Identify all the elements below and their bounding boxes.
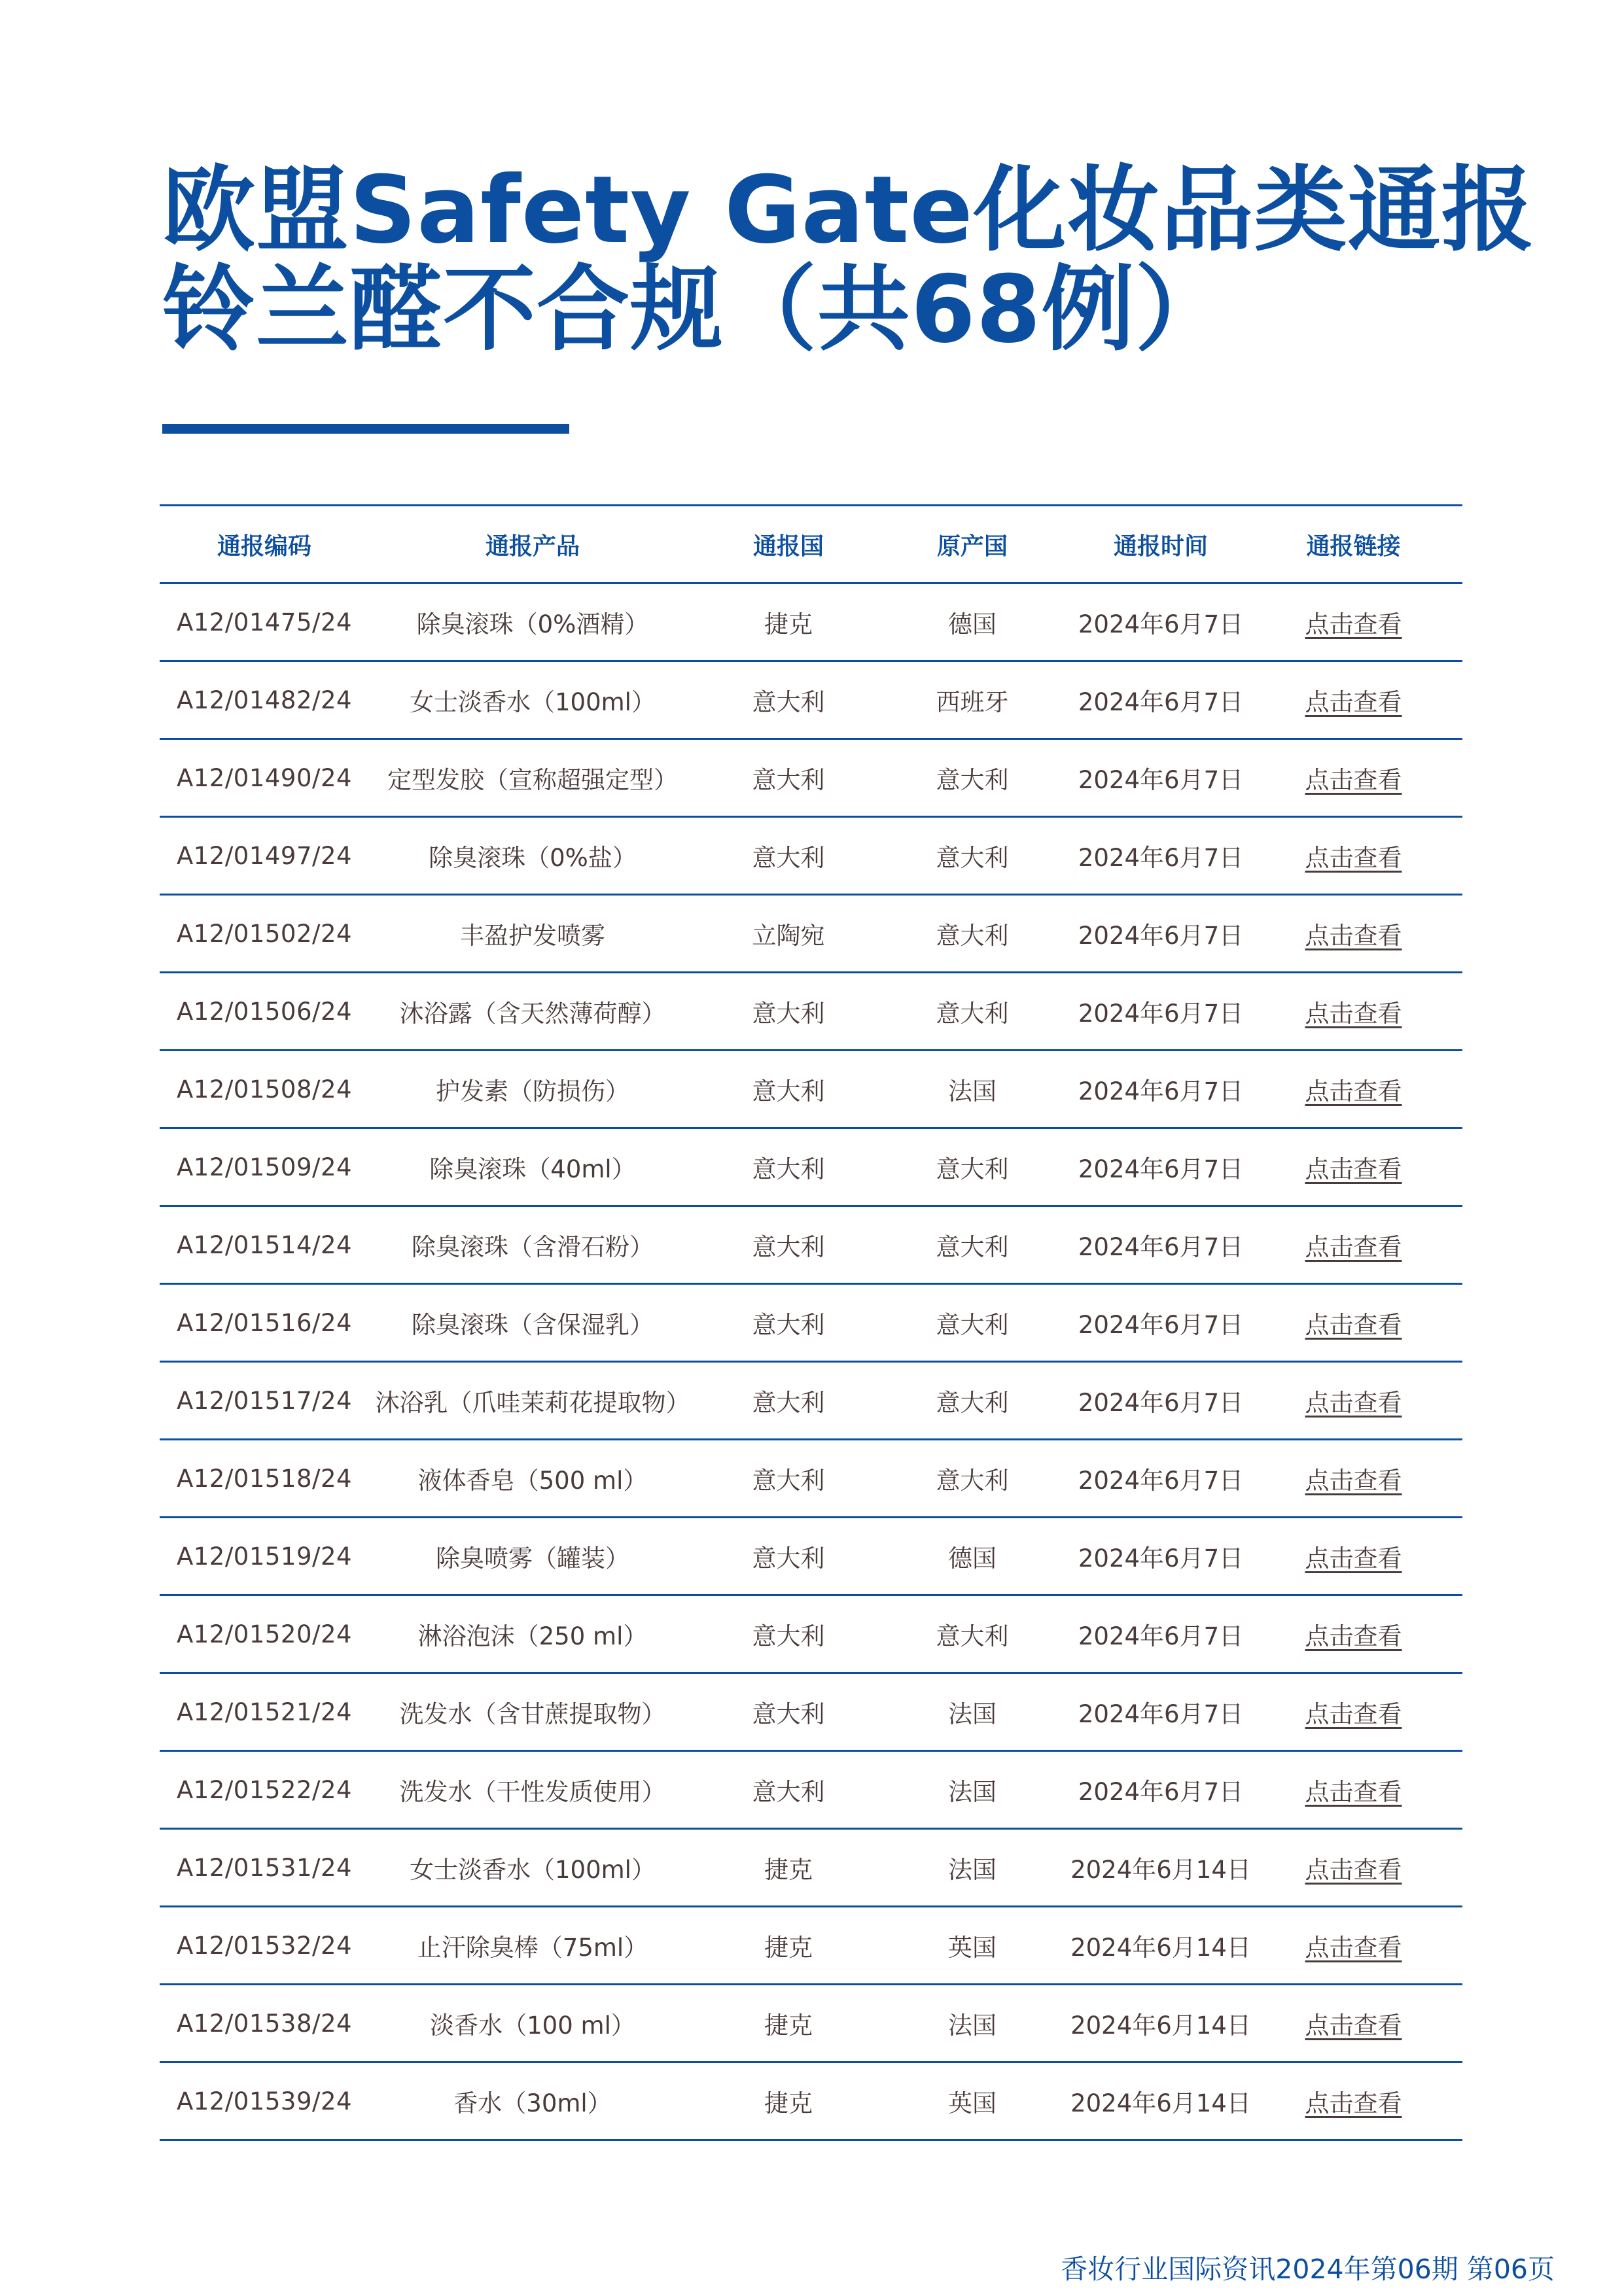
view-link[interactable]: 点击查看 [1258, 739, 1449, 817]
row-spacer [1449, 661, 1462, 739]
cell-origin: 德国 [881, 583, 1064, 661]
row-spacer [1449, 583, 1462, 661]
table-row [160, 1362, 1462, 1440]
column-header-product: 通报产品 [369, 506, 696, 583]
cell-code: A12/01519/24 [160, 1518, 369, 1595]
view-link[interactable]: 点击查看 [1258, 895, 1449, 973]
cell-notifier: 捷克 [696, 1907, 881, 1985]
cell-product: 香水（30ml） [369, 2062, 696, 2140]
view-link[interactable]: 点击查看 [1258, 1595, 1449, 1673]
table-row [160, 1673, 1462, 1751]
cell-date: 2024年6月14日 [1064, 2062, 1258, 2140]
cell-product: 液体香皂（500 ml） [369, 1440, 696, 1518]
cell-notifier: 意大利 [696, 1518, 881, 1595]
cell-product: 定型发胶（宣称超强定型） [369, 739, 696, 817]
cell-notifier: 捷克 [696, 2062, 881, 2140]
cell-origin: 意大利 [881, 1362, 1064, 1440]
cell-notifier: 意大利 [696, 661, 881, 739]
cell-code: A12/01517/24 [160, 1362, 369, 1440]
cell-origin: 法国 [881, 1985, 1064, 2062]
cell-code: A12/01532/24 [160, 1907, 369, 1985]
view-link[interactable]: 点击查看 [1258, 1673, 1449, 1751]
table-row [160, 973, 1462, 1051]
cell-date: 2024年6月7日 [1064, 1673, 1258, 1751]
column-header-notifier: 通报国 [696, 506, 881, 583]
view-link[interactable]: 点击查看 [1258, 1907, 1449, 1985]
cell-product: 除臭滚珠（含滑石粉） [369, 1206, 696, 1284]
cell-code: A12/01522/24 [160, 1751, 369, 1829]
column-header-link: 通报链接 [1258, 506, 1449, 583]
cell-code: A12/01520/24 [160, 1595, 369, 1673]
view-link[interactable]: 点击查看 [1258, 1284, 1449, 1362]
cell-notifier: 捷克 [696, 1985, 881, 2062]
cell-product: 女士淡香水（100ml） [369, 661, 696, 739]
page-title-line-1: 欧盟Safety Gate化妆品类通报 [162, 156, 1535, 264]
cell-date: 2024年6月7日 [1064, 817, 1258, 895]
cell-product: 护发素（防损伤） [369, 1051, 696, 1128]
table-row [160, 1440, 1462, 1518]
cell-origin: 意大利 [881, 1595, 1064, 1673]
cell-product: 丰盈护发喷雾 [369, 895, 696, 973]
cell-origin: 意大利 [881, 817, 1064, 895]
row-spacer [1449, 1440, 1462, 1518]
cell-origin: 意大利 [881, 1284, 1064, 1362]
view-link[interactable]: 点击查看 [1258, 661, 1449, 739]
cell-date: 2024年6月7日 [1064, 1751, 1258, 1829]
cell-notifier: 捷克 [696, 583, 881, 661]
cell-notifier: 意大利 [696, 1206, 881, 1284]
cell-product: 淋浴泡沫（250 ml） [369, 1595, 696, 1673]
cell-date: 2024年6月7日 [1064, 1128, 1258, 1206]
table-row [160, 1595, 1462, 1673]
cell-origin: 法国 [881, 1051, 1064, 1128]
table-row [160, 2062, 1462, 2140]
view-link[interactable]: 点击查看 [1258, 1985, 1449, 2062]
cell-product: 除臭滚珠（40ml） [369, 1128, 696, 1206]
cell-code: A12/01475/24 [160, 583, 369, 661]
cell-origin: 意大利 [881, 973, 1064, 1051]
cell-origin: 意大利 [881, 1128, 1064, 1206]
cell-origin: 意大利 [881, 1440, 1064, 1518]
cell-notifier: 意大利 [696, 817, 881, 895]
cell-date: 2024年6月7日 [1064, 895, 1258, 973]
row-spacer [1449, 1362, 1462, 1440]
cell-date: 2024年6月7日 [1064, 739, 1258, 817]
cell-date: 2024年6月7日 [1064, 1206, 1258, 1284]
cell-origin: 法国 [881, 1673, 1064, 1751]
row-spacer [1449, 1907, 1462, 1985]
view-link[interactable]: 点击查看 [1258, 1128, 1449, 1206]
table-row [160, 661, 1462, 739]
view-link[interactable]: 点击查看 [1258, 1440, 1449, 1518]
row-spacer [1449, 1128, 1462, 1206]
cell-notifier: 意大利 [696, 1440, 881, 1518]
table-row [160, 1206, 1462, 1284]
table-row [160, 817, 1462, 895]
column-header-origin: 原产国 [881, 506, 1064, 583]
cell-date: 2024年6月14日 [1064, 1985, 1258, 2062]
cell-product: 除臭滚珠（0%酒精） [369, 583, 696, 661]
table-row [160, 1284, 1462, 1362]
cell-notifier: 立陶宛 [696, 895, 881, 973]
cell-product: 洗发水（干性发质使用） [369, 1751, 696, 1829]
cell-notifier: 意大利 [696, 1362, 881, 1440]
cell-date: 2024年6月7日 [1064, 1595, 1258, 1673]
column-header-code: 通报编码 [160, 506, 369, 583]
table-row [160, 1518, 1462, 1595]
cell-product: 除臭滚珠（含保湿乳） [369, 1284, 696, 1362]
table-row [160, 1985, 1462, 2062]
column-spacer [1449, 506, 1462, 583]
cell-origin: 意大利 [881, 1206, 1064, 1284]
cell-date: 2024年6月7日 [1064, 1518, 1258, 1595]
view-link[interactable]: 点击查看 [1258, 2062, 1449, 2140]
cell-code: A12/01497/24 [160, 817, 369, 895]
cell-product: 女士淡香水（100ml） [369, 1829, 696, 1907]
row-spacer [1449, 1829, 1462, 1907]
cell-code: A12/01506/24 [160, 973, 369, 1051]
cell-notifier: 捷克 [696, 1829, 881, 1907]
cell-date: 2024年6月7日 [1064, 1051, 1258, 1128]
view-link[interactable]: 点击查看 [1258, 817, 1449, 895]
cell-date: 2024年6月7日 [1064, 583, 1258, 661]
cell-date: 2024年6月14日 [1064, 1829, 1258, 1907]
row-spacer [1449, 1751, 1462, 1829]
cell-date: 2024年6月7日 [1064, 1284, 1258, 1362]
column-header-date: 通报时间 [1064, 506, 1258, 583]
row-spacer [1449, 1051, 1462, 1128]
row-spacer [1449, 1518, 1462, 1595]
cell-code: A12/01539/24 [160, 2062, 369, 2140]
cell-product: 除臭喷雾（罐装） [369, 1518, 696, 1595]
table-row [160, 739, 1462, 817]
title-underline-bar [162, 424, 569, 434]
cell-code: A12/01538/24 [160, 1985, 369, 2062]
table-body [160, 583, 1462, 2140]
cell-notifier: 意大利 [696, 1284, 881, 1362]
cell-notifier: 意大利 [696, 1051, 881, 1128]
cell-code: A12/01514/24 [160, 1206, 369, 1284]
cell-code: A12/01531/24 [160, 1829, 369, 1907]
cell-code: A12/01509/24 [160, 1128, 369, 1206]
page-title [162, 156, 1535, 364]
table-row [160, 1751, 1462, 1829]
cell-code: A12/01490/24 [160, 739, 369, 817]
view-link[interactable]: 点击查看 [1258, 1051, 1449, 1128]
cell-origin: 法国 [881, 1829, 1064, 1907]
cell-product: 止汗除臭棒（75ml） [369, 1907, 696, 1985]
cell-origin: 德国 [881, 1518, 1064, 1595]
table-row [160, 1051, 1462, 1128]
view-link[interactable]: 点击查看 [1258, 973, 1449, 1051]
cell-product: 沐浴露（含天然薄荷醇） [369, 973, 696, 1051]
cell-code: A12/01518/24 [160, 1440, 369, 1518]
table-row [160, 1907, 1462, 1985]
cell-origin: 意大利 [881, 739, 1064, 817]
view-link[interactable]: 点击查看 [1258, 1751, 1449, 1829]
cell-date: 2024年6月7日 [1064, 973, 1258, 1051]
cell-notifier: 意大利 [696, 1128, 881, 1206]
table-row [160, 895, 1462, 973]
view-link[interactable]: 点击查看 [1258, 583, 1449, 661]
cell-code: A12/01516/24 [160, 1284, 369, 1362]
row-spacer [1449, 895, 1462, 973]
view-link[interactable]: 点击查看 [1258, 1829, 1449, 1907]
row-spacer [1449, 1673, 1462, 1751]
notification-table [160, 504, 1462, 2141]
table-header-row [160, 506, 1462, 583]
cell-origin: 西班牙 [881, 661, 1064, 739]
row-spacer [1449, 1595, 1462, 1673]
cell-notifier: 意大利 [696, 1673, 881, 1751]
table-row [160, 583, 1462, 661]
page-title-line-2: 铃兰醛不合规（共68例） [162, 256, 1229, 364]
table-row [160, 1128, 1462, 1206]
view-link[interactable]: 点击查看 [1258, 1362, 1449, 1440]
cell-product: 淡香水（100 ml） [369, 1985, 696, 2062]
page-footer: 香妆行业国际资讯2024年第06期 第06页 [1061, 2253, 1555, 2285]
row-spacer [1449, 739, 1462, 817]
cell-date: 2024年6月7日 [1064, 1440, 1258, 1518]
cell-origin: 英国 [881, 1907, 1064, 1985]
cell-code: A12/01521/24 [160, 1673, 369, 1751]
cell-notifier: 意大利 [696, 1751, 881, 1829]
cell-origin: 法国 [881, 1751, 1064, 1829]
cell-product: 洗发水（含甘蔗提取物） [369, 1673, 696, 1751]
row-spacer [1449, 1206, 1462, 1284]
cell-date: 2024年6月14日 [1064, 1907, 1258, 1985]
row-spacer [1449, 1985, 1462, 2062]
row-spacer [1449, 1284, 1462, 1362]
cell-date: 2024年6月7日 [1064, 1362, 1258, 1440]
cell-code: A12/01482/24 [160, 661, 369, 739]
cell-notifier: 意大利 [696, 973, 881, 1051]
cell-notifier: 意大利 [696, 1595, 881, 1673]
cell-product: 沐浴乳（爪哇茉莉花提取物） [369, 1362, 696, 1440]
cell-origin: 意大利 [881, 895, 1064, 973]
row-spacer [1449, 817, 1462, 895]
row-spacer [1449, 2062, 1462, 2140]
cell-code: A12/01508/24 [160, 1051, 369, 1128]
row-spacer [1449, 973, 1462, 1051]
cell-notifier: 意大利 [696, 739, 881, 817]
table-row [160, 1829, 1462, 1907]
cell-code: A12/01502/24 [160, 895, 369, 973]
cell-origin: 英国 [881, 2062, 1064, 2140]
cell-date: 2024年6月7日 [1064, 661, 1258, 739]
cell-product: 除臭滚珠（0%盐） [369, 817, 696, 895]
view-link[interactable]: 点击查看 [1258, 1206, 1449, 1284]
view-link[interactable]: 点击查看 [1258, 1518, 1449, 1595]
